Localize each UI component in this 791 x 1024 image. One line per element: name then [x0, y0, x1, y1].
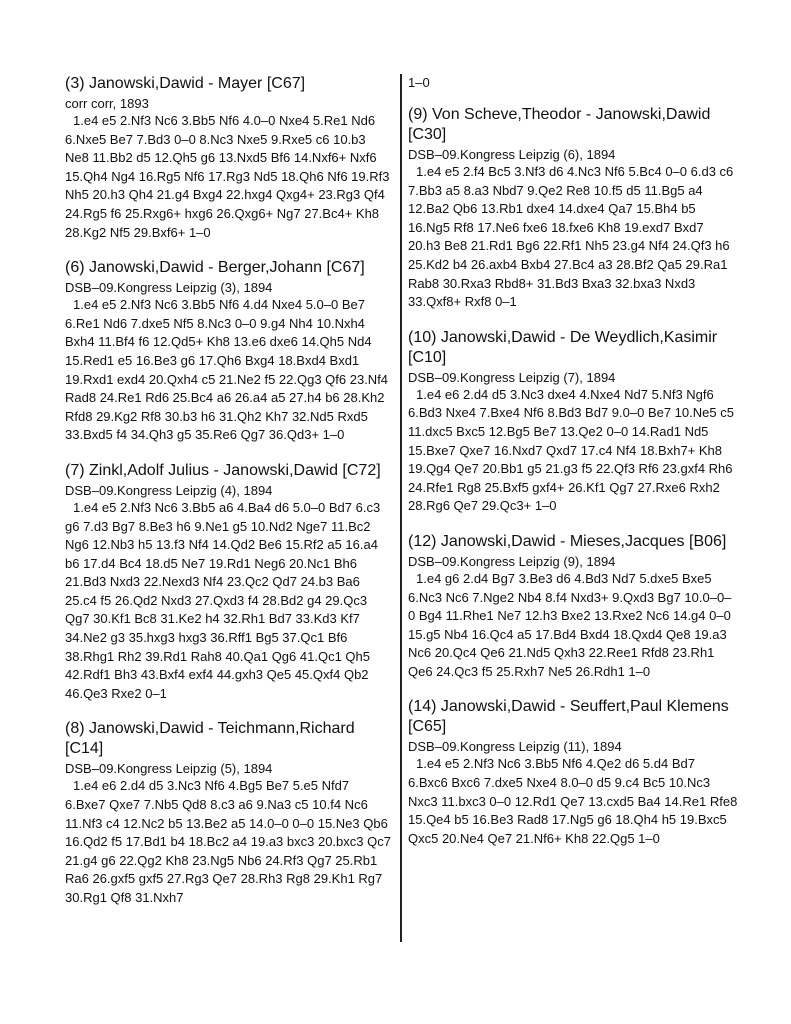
game-title: (14) Janowski,Dawid - Seuffert,Paul Klemens [C65] [408, 698, 729, 736]
game-title: (6) Janowski,Dawid - Berger,Johann [C67] [65, 259, 365, 277]
game-entry [408, 105, 738, 312]
game-event: DSB–09.Kongress Leipzig (4), 1894 [65, 482, 273, 498]
game-moves: 1.e4 e5 2.f4 Bc5 3.Nf3 d6 4.Nc3 Nf6 5.Bc4 0–0 6.d3 c6 7.Bb3 a5 8.a3 Nbd7 9.Qe2 Re8 10.f5 d5 11.Bg5 a4 12.Ba2 Qb6 13.Rb1 dxe4 14.dxe4 Qa7 15.Bh4 b5 16.Ng5 Rf8 17.Ne6 fxe6 18.fxe6 Kh8 19.exd7 Bxd7 20.h3 Be8 21.Rd1 Bg6 22.Rf1 Nh5 23.g4 Nf4 24.Qf3 h6 25.Kd2 b4 26.axb4 Bxb4 27.Bc4 a3 28.Bf2 Qa5 29.Ra1 Rab8 30.Rxa3 Rbd8+ 31.Bd3 Bxa3 32.bxa3 Nxd3 33.Qxf8+ Rxf8 0–1 [408, 164, 734, 310]
game-entry [408, 328, 738, 516]
game-title: (12) Janowski,Dawid - Mieses,Jacques [B06] [408, 532, 727, 550]
game-entry [65, 258, 393, 445]
game-event: DSB–09.Kongress Leipzig (11), 1894 [408, 739, 622, 755]
game-entry [65, 461, 393, 704]
game-moves: 1.e4 e5 2.Nf3 Nc6 3.Bb5 a6 4.Ba4 d6 5.0–0 Bd7 6.c3 g6 7.d3 Bg7 8.Be3 h6 9.Ne1 g5 10.Nd2 Nge7 11.Bc2 Ng6 12.Nb3 h5 13.f3 Nf4 14.Qd2 Be6 15.Rf2 a5 16.a4 b6 17.d4 Bc4 18.d5 Ne7 19.Rd1 Neg6 20.Nc1 Bh6 21.Bd3 Nxd3 22.Nexd3 Nf4 23.Qc2 Qd7 24.b3 Ba6 25.c4 f5 26.Qd2 Nxd3 27.Qxd3 f4 28.Bd2 g4 29.Qc3 Qg7 30.Kf1 Bc8 31.Ke2 h4 32.Rh1 Bd7 33.Kd3 Kf7 34.Ne2 g3 35.hxg3 hxg3 36.Rff1 Bg5 37.Qc1 Bf6 38.Rhg1 Rh2 39.Rd1 Rah8 40.Qa1 Qg6 41.Qc1 Qh5 42.Rdf1 Bh3 43.Bxf4 exf4 44.gxh3 Qe5 45.Qxf4 Qb2 46.Qe3 Rxe2 0–1 [65, 499, 381, 701]
game-event: DSB–09.Kongress Leipzig (7), 1894 [408, 369, 616, 385]
game-moves: 1.e4 g6 2.d4 Bg7 3.Be3 d6 4.Bd3 Nd7 5.dxe5 Bxe5 6.Nc3 Nc6 7.Nge2 Nb4 8.f4 Nxd3+ 9.Qxd3 Bg7 10.0–0–0 Bg4 11.Rhe1 Ne7 12.h3 Bxe2 13.Rxe2 Nc6 14.g4 0–0 15.g5 Nb4 16.Qc4 a5 17.Bd4 Bxd4 18.Qxd4 Qe8 19.a3 Nc6 20.Qc4 Qe6 21.Nd5 Qxh3 22.Ree1 Rfd8 23.Rh1 Qe6 24.Qc3 f5 25.Rxh7 Ne5 26.Rdh1 1–0 [408, 570, 732, 679]
column-divider [400, 74, 402, 942]
game-event: DSB–09.Kongress Leipzig (5), 1894 [65, 761, 273, 777]
game-title: (10) Janowski,Dawid - De Weydlich,Kasimir [C10] [408, 328, 718, 366]
left-column [65, 74, 393, 924]
game-moves: 1.e4 e5 2.Nf3 Nc6 3.Bb5 Nf6 4.0–0 Nxe4 5.Re1 Nd6 6.Nxe5 Be7 7.Bd3 0–0 8.Nc3 Nxe5 9.Rxe5 c6 10.b3 Ne8 11.Bb2 d5 12.Qh5 g6 13.Nxd5 Bf6 14.Nxf6+ Nxf6 15.Qh4 Ng4 16.Rg5 Nf6 17.Rg3 Nd5 18.Qh6 Nf6 19.Rf3 Nh5 20.h3 Qh4 21.g4 Bxg4 22.hxg4 Qxg4+ 23.Rg3 Qf4 24.Rg5 f6 25.Rxg6+ hxg6 26.Qxg6+ Ng7 27.Bc4+ Kh8 28.Kg2 Nf5 29.Bxf6+ 1–0 [65, 113, 390, 240]
game-title: (8) Janowski,Dawid - Teichmann,Richard [C14] [65, 720, 355, 758]
game-event: DSB–09.Kongress Leipzig (9), 1894 [408, 553, 616, 569]
game-moves: 1.e4 e5 2.Nf3 Nc6 3.Bb5 Nf6 4.d4 Nxe4 5.0–0 Be7 6.Re1 Nd6 7.dxe5 Nf5 8.Nc3 0–0 9.g4 Nh4 10.Nxh4 Bxh4 11.Bf4 f6 12.Qd5+ Kh8 13.e6 dxe6 14.Qh5 Nd4 15.Red1 e5 16.Be3 g6 17.Qh6 Bxg4 18.Bxd4 Bxd1 19.Rxd1 exd4 20.Qxh4 c5 21.Ne2 f5 22.Qg3 Qf6 23.Nf4 Rad8 24.Re1 Rd6 25.Bc4 a6 26.a4 a5 27.h4 b6 28.Kh2 Rfd8 29.Kg2 Rf8 30.b3 h6 31.Qh2 Kh7 32.Nd5 Rxd5 33.Bxd5 f4 34.Qh3 g5 35.Re6 Qg7 36.Qd3+ 1–0 [65, 297, 389, 443]
game-event: DSB–09.Kongress Leipzig (3), 1894 [65, 280, 273, 296]
game-event: corr corr, 1893 [65, 96, 149, 111]
continued-result: 1–0 [408, 75, 430, 90]
game-title: (3) Janowski,Dawid - Mayer [C67] [65, 75, 306, 92]
game-entry [65, 719, 393, 907]
game-entry [408, 532, 738, 682]
right-column [408, 74, 738, 864]
game-title: (7) Zinkl,Adolf Julius - Janowski,Dawid [C72] [65, 461, 381, 479]
game-moves: 1.e4 e6 2.d4 d5 3.Nc3 Nf6 4.Bg5 Be7 5.e5 Nfd7 6.Bxe7 Qxe7 7.Nb5 Qd8 8.c3 a6 9.Na3 c5 10.f4 Nc6 11.Nf3 c4 12.Nc2 b5 13.Be2 a5 14.0–0 0–0 15.Ne3 Qb6 16.Qd2 f5 17.Bd1 b4 18.Bc2 a4 19.a3 bxc3 20.bxc3 Qc7 21.g4 g6 22.Qg2 Kh8 23.Ng5 Nb6 24.Rf3 Qg7 25.Rb1 Ra6 26.gxf5 gxf5 27.Rg3 Qe7 28.Rh3 Rg8 29.Kh1 Rg7 30.Rg1 Qf8 31.Nxh7 [65, 778, 391, 905]
game-entry [408, 697, 738, 848]
game-moves: 1.e4 e6 2.d4 d5 3.Nc3 dxe4 4.Nxe4 Nd7 5.Nf3 Ngf6 6.Bd3 Nxe4 7.Bxe4 Nf6 8.Bd3 Bd7 9.0–0 Be7 10.Ne5 c5 11.dxc5 Bxc5 12.Bg5 Be7 13.Qe2 0–0 14.Rad1 Nd5 15.Bxe7 Qxe7 16.Nxd7 Qxd7 17.c4 Nf4 18.Bxh7+ Kh8 19.Qg4 Qe7 20.Bb1 g5 21.g3 f5 22.Qf3 Rf6 23.gxf4 Rh6 24.Rfe1 Rg8 25.Bxf5 gxf4+ 26.Kf1 Qg7 27.Rxe6 Rxh2 28.Rg6 Qe7 29.Qc3+ 1–0 [408, 386, 734, 514]
game-event: DSB–09.Kongress Leipzig (6), 1894 [408, 147, 616, 162]
game-title: (9) Von Scheve,Theodor - Janowski,Dawid [C30] [408, 106, 711, 143]
game-moves: 1.e4 e5 2.Nf3 Nc6 3.Bb5 Nf6 4.Qe2 d6 5.d4 Bd7 6.Bxc6 Bxc6 7.dxe5 Nxe4 8.0–0 d5 9.c4 Bc5 10.Nc3 Nxc3 11.bxc3 0–0 12.Rd1 Qe7 13.cxd5 Ba4 14.Re1 Rfe8 15.Qe4 b5 16.Be3 Rad8 17.Ng5 g6 18.Qh4 h5 19.Bxc5 Qxc5 20.Ne4 Qe7 21.Nf6+ Kh8 22.Qg5 1–0 [408, 756, 738, 846]
game-entry [65, 74, 393, 242]
